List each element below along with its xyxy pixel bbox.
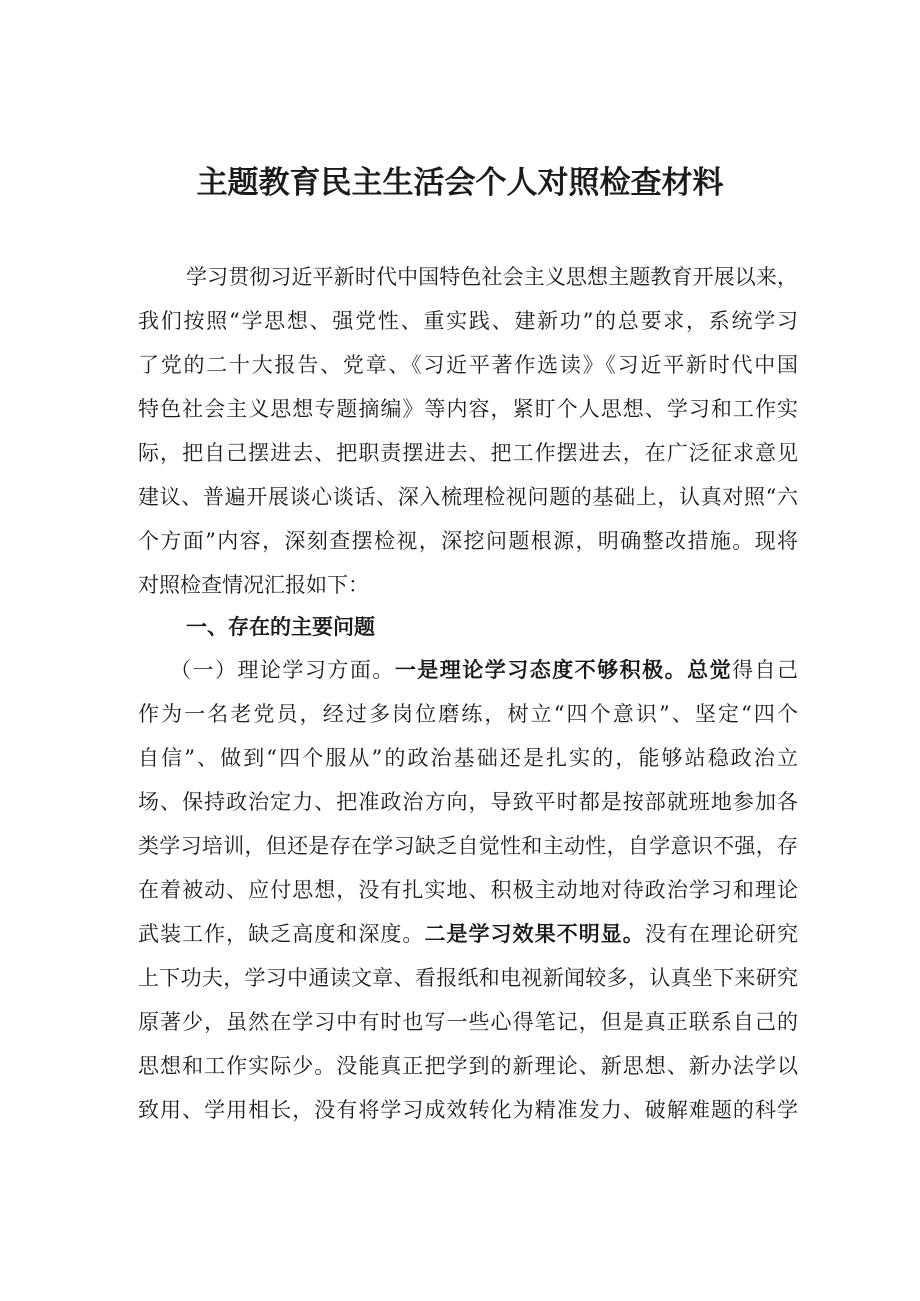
- body-line: 思想和工作实际少。没能真正把学到的新理论、新思想、新办法学以: [138, 1054, 798, 1078]
- body-line: 上下功夫，学习中通读文章、看报纸和电视新闻较多，认真坐下来研究: [138, 966, 798, 990]
- subsection-label: （一）理论学习方面。: [170, 658, 395, 682]
- key-point-1: 一是理论学习态度不够积极。总觉: [394, 658, 733, 682]
- intro-line: 了党的二十大报告、党章、《习近平著作选读》《习近平新时代中国: [138, 353, 798, 377]
- key-point-2: 二是学习效果不明显。: [424, 922, 645, 946]
- section-first-line: [170, 655, 798, 685]
- line-suffix: 没有在理论研究: [644, 922, 799, 946]
- body-line-mixed: [138, 919, 798, 949]
- body-line: 在着被动、应付思想，没有扎实地、积极主动地对待政治学习和理论: [138, 878, 798, 902]
- line-suffix: 得自己: [732, 658, 799, 682]
- body-line: 类学习培训，但还是存在学习缺乏自觉性和主动性，自学意识不强，存: [138, 834, 798, 858]
- section-heading: 一、存在的主要问题: [186, 615, 375, 639]
- intro-line: 特色社会主义思想专题摘编》等内容，紧盯个人思想、学习和工作实: [138, 397, 798, 421]
- body-line: 致用、学用相长，没有将学习成效转化为精准发力、破解难题的科学: [138, 1098, 798, 1122]
- intro-line: 个方面”内容，深刻查摆检视，深挖问题根源，明确整改措施。现将: [138, 529, 798, 553]
- line-prefix: 武装工作，缺乏高度和深度。: [138, 922, 425, 946]
- intro-line: 建议、普遍开展谈心谈话、深入梳理检视问题的基础上，认真对照“六: [138, 485, 798, 509]
- intro-line: 我们按照“学思想、强党性、重实践、建新功”的总要求，系统学习: [138, 309, 798, 333]
- intro-line: 际，把自己摆进去、把职责摆进去、把工作摆进去，在广泛征求意见: [138, 441, 798, 465]
- intro-line: 学习贯彻习近平新时代中国特色社会主义思想主题教育开展以来，: [186, 265, 798, 289]
- body-line: 原著少，虽然在学习中有时也写一些心得笔记，但是真正联系自己的: [138, 1010, 798, 1034]
- document-title: 主题教育民主生活会个人对照检查材料: [196, 165, 724, 201]
- body-line: 作为一名老党员，经过多岗位磨练，树立“四个意识”、坚定“四个: [138, 702, 798, 726]
- intro-line: 对照检查情况汇报如下：: [138, 573, 369, 597]
- body-line: 自信”、做到“四个服从”的政治基础还是扎实的，能够站稳政治立: [138, 746, 798, 770]
- body-line: 场、保持政治定力、把准政治方向，导致平时都是按部就班地参加各: [138, 790, 798, 814]
